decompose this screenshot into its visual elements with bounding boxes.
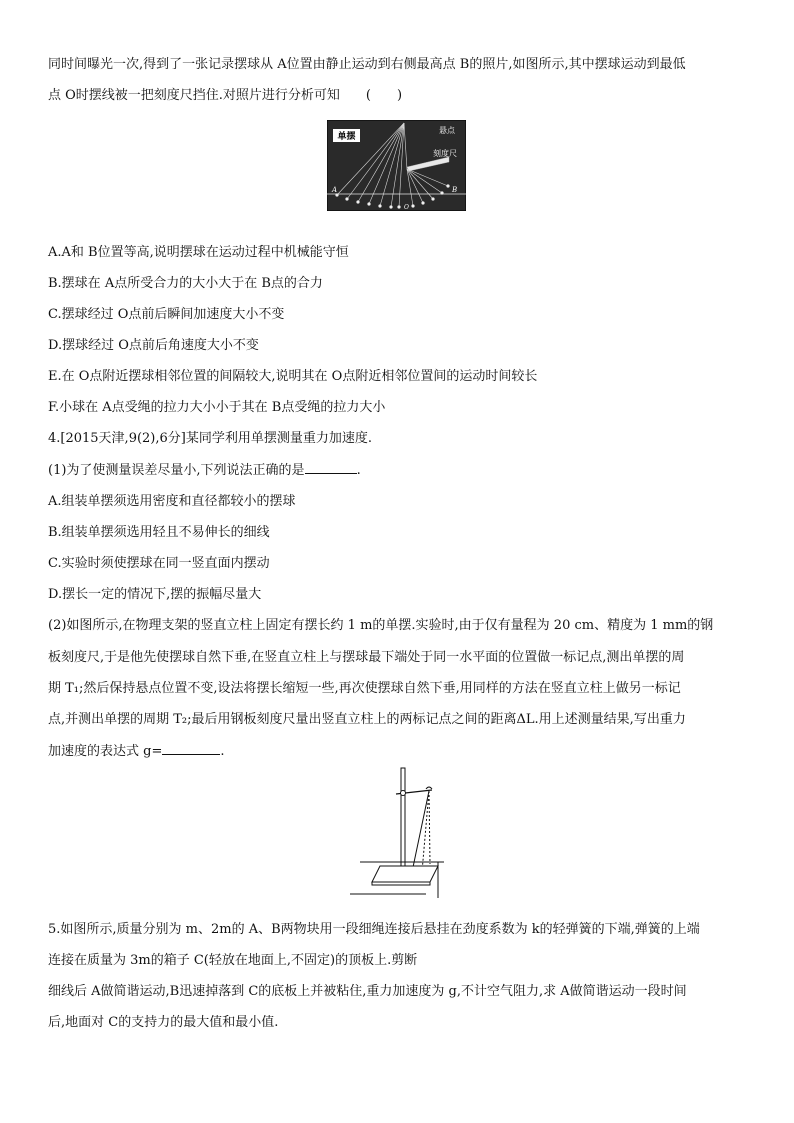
q4-part2-line-3: 期 T₁;然后保持悬点位置不变,设法将摆长缩短一些,再次使摆球自然下垂,用同样的方法在竖直立柱上做另一标记 bbox=[48, 681, 681, 696]
q3-stem-line-1: 同时间曝光一次,得到了一张记录摆球从 A位置由静止运动到右侧最高点 B的照片,如图所示,其中摆球运动到最低 bbox=[48, 57, 686, 72]
q3-option-e: E.在 O点附近摆球相邻位置的间隔较大,说明其在 O点附近相邻位置间的运动时间较长 bbox=[48, 369, 538, 384]
base-plate bbox=[372, 866, 438, 882]
point-a-label: A bbox=[332, 186, 338, 194]
pivot-hook bbox=[426, 787, 432, 789]
q4-part1-stem bbox=[48, 461, 748, 480]
answer-blank-1 bbox=[305, 461, 357, 474]
q4-part2-line-2: 板刻度尺,于是他先使摆球自然下垂,在竖直立柱上与摆球最下端处于同一水平面的位置做一标记点,测出单摆的周 bbox=[48, 650, 685, 665]
q3-option-a: A.A和 B位置等高,说明摆球在运动过程中机械能守恒 bbox=[48, 245, 349, 260]
clamp bbox=[401, 791, 406, 796]
q4-header: 4.[2015天津,9(2),6分]某同学利用单摆测量重力加速度. bbox=[48, 431, 372, 446]
q3-stem-line-2: 点 O时摆线被一把刻度尺挡住.对照片进行分析可知 ( ) bbox=[48, 88, 403, 103]
pendulum-photo-figure bbox=[327, 120, 466, 211]
q4-part2-line-5 bbox=[48, 742, 748, 761]
pendulum-string-dashed-2 bbox=[429, 791, 430, 864]
q5-line-1: 5.如图所示,质量分别为 m、2m的 A、B两物块用一段细绳连接后悬挂在劲度系数为 k的轻弹簧的下端,弹簧的上端 bbox=[48, 922, 700, 937]
q4-part2-end: . bbox=[220, 744, 225, 759]
q4-g-expression-label: 加速度的表达式 g= bbox=[48, 744, 163, 759]
pivot-label: 悬点 bbox=[439, 126, 455, 135]
point-b-label: B bbox=[452, 186, 458, 194]
q3-option-f: F.小球在 A点受绳的拉力大小小于其在 B点受绳的拉力大小 bbox=[48, 400, 386, 415]
pendulum-string-dashed-1 bbox=[422, 791, 429, 872]
q3-option-d: D.摆球经过 O点前后角速度大小不变 bbox=[48, 338, 259, 353]
q4-part1-end: . bbox=[356, 463, 361, 478]
q4-option-d: D.摆长一定的情况下,摆的振幅尽量大 bbox=[48, 587, 262, 602]
q4-part2-line-1: (2)如图所示,在物理支架的竖直立柱上固定有摆长约 1 m的单摆.实验时,由于仅有量程为 20 cm、精度为 1 mm的钢 bbox=[48, 618, 714, 633]
q4-part1-text: (1)为了使测量误差尽量小,下列说法正确的是 bbox=[48, 463, 305, 478]
q5-line-2: 连接在质量为 3m的箱子 C(轻放在地面上,不固定)的顶板上.剪断 bbox=[48, 953, 418, 968]
q4-option-a: A.组装单摆须选用密度和直径都较小的摆球 bbox=[48, 494, 296, 509]
q3-option-b: B.摆球在 A点所受合力的大小大于在 B点的合力 bbox=[48, 276, 323, 291]
q3-option-c: C.摆球经过 O点前后瞬间加速度大小不变 bbox=[48, 307, 285, 322]
q5-line-4: 后,地面对 C的支持力的最大值和最小值. bbox=[48, 1015, 279, 1030]
q4-option-b: B.组装单摆须选用轻且不易伸长的细线 bbox=[48, 525, 270, 540]
q4-part2-line-4: 点,并测出单摆的周期 T₂;最后用钢板刻度尺量出竖直立柱上的两标记点之间的距离ΔL.用上述测量结果,写出重力 bbox=[48, 712, 686, 727]
q5-line-3: 细线后 A做简谐运动,B迅速掉落到 C的底板上并被粘住,重力加速度为 g,不计空气阻力,求 A做简谐运动一段时间 bbox=[48, 984, 687, 999]
pendulum-stand-figure bbox=[350, 764, 444, 898]
point-o-label: O bbox=[404, 204, 409, 211]
photo-title: 单摆 bbox=[337, 132, 356, 142]
q4-option-c: C.实验时须使摆球在同一竖直面内摆动 bbox=[48, 556, 270, 571]
answer-blank-2 bbox=[162, 742, 220, 755]
pendulum-string bbox=[412, 791, 429, 872]
ruler-label: 刻度尺 bbox=[433, 149, 457, 158]
